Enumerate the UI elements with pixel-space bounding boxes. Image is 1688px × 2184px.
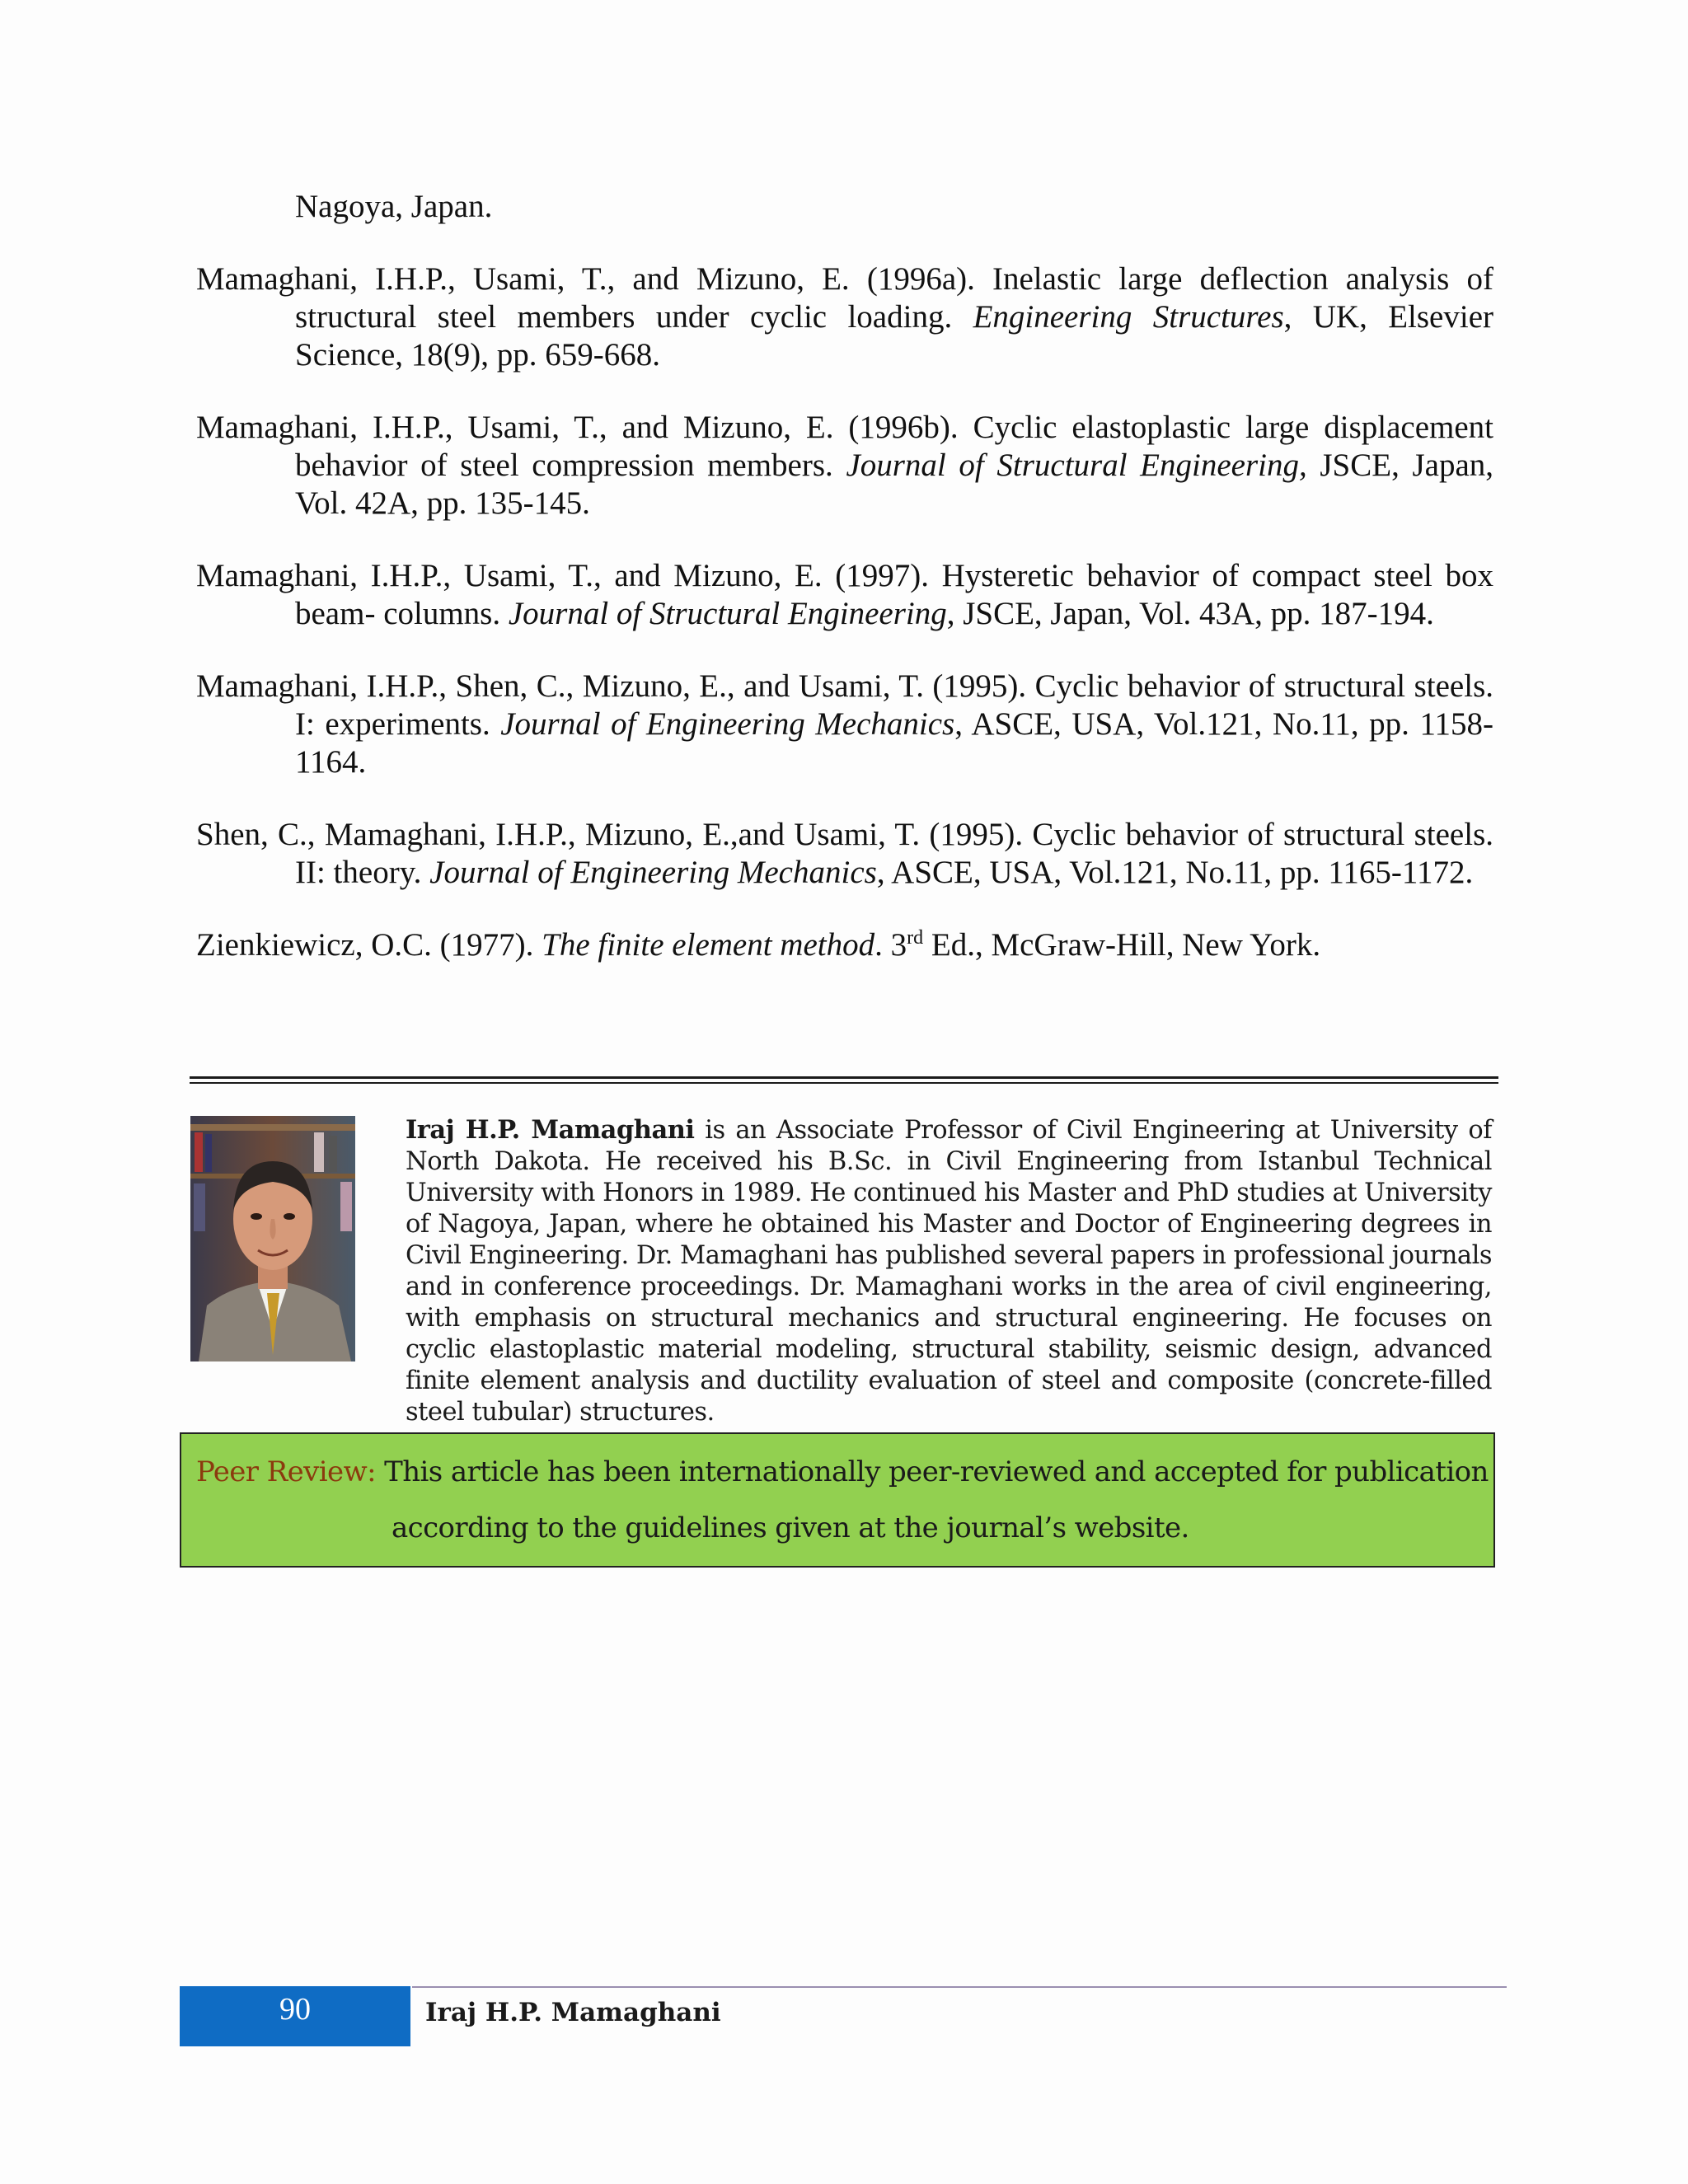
reference-item xyxy=(196,409,1493,523)
reference-item xyxy=(196,557,1493,633)
reference-authors-title: Mamaghani, I.H.P., Usami, T., and Mizuno, E. (1996b). Cyclic elastoplastic large displacement behavior of steel compression members. xyxy=(196,410,1493,483)
reference-journal: Journal of Engineering Mechanics xyxy=(429,855,877,890)
reference-continuation xyxy=(196,188,1493,226)
reference-item xyxy=(196,668,1493,781)
peer-review-text: This article has been internationally peer-reviewed and accepted for publication xyxy=(375,1455,1489,1488)
reference-details: , ASCE, USA, Vol.121, No.11, pp. 1158-1164. xyxy=(295,706,1493,780)
reference-item xyxy=(196,260,1493,374)
reference-journal: Journal of Structural Engineering, xyxy=(846,448,1307,483)
reference-authors-title: Mamaghani, I.H.P., Usami, T., and Mizuno, E. (1997). Hysteretic behavior of compact steel box beam- columns. xyxy=(196,558,1493,631)
reference-authors-title: Mamaghani, I.H.P., Usami, T., and Mizuno, E. (1996a). Inelastic large deflection analysis of structural steel members under cyclic loading. xyxy=(196,261,1493,335)
page-number: 90 xyxy=(180,1986,410,2046)
reference-book-title: The finite element method xyxy=(542,927,875,963)
reference-details: , JSCE, Japan, Vol. 43A, pp. 187-194. xyxy=(946,596,1434,631)
reference-authors-title: Shen, C., Mamaghani, I.H.P., Mizuno, E.,and Usami, T. (1995). Cyclic behavior of structural steels. II: theory. xyxy=(196,817,1493,890)
author-bio-text: is an Associate Professor of Civil Engineering at University of North Dakota. He received his B.Sc. in Civil Engineering from Istanbul Technical University with Honors in 1989. He continued his Master and PhD studies at University of Nagoya, Japan, where he obtained his Master and Doctor of Engineering degrees in Civil Engineering. Dr. Mamaghani has published several papers in professional journals and in conference proceedings. Dr. Mamaghani works in the area of civil engineering, with emphasis on structural mechanics and structural engineering. He focuses on cyclic elastoplastic material modeling, structural stability, seismic design, advanced finite element analysis and ductility evaluation of steel and composite (concrete-filled steel tubular) structures. xyxy=(406,1116,1492,1427)
reference-journal: Journal of Engineering Mechanics xyxy=(500,706,955,742)
footer-author: Iraj H.P. Mamaghani xyxy=(425,1998,721,2027)
reference-edition: . 3 xyxy=(874,927,907,963)
reference-authors-title: Zienkiewicz, O.C. (1977). xyxy=(196,927,542,963)
reference-journal: Engineering Structures xyxy=(973,299,1284,335)
reference-item xyxy=(196,926,1493,964)
author-bio xyxy=(406,1114,1492,1428)
reference-details: , UK, Elsevier Science, 18(9), pp. 659-668. xyxy=(295,299,1493,373)
peer-review-label: Peer Review: xyxy=(196,1455,376,1488)
reference-text: Nagoya, Japan. xyxy=(295,189,493,224)
divider-top xyxy=(190,1076,1498,1079)
footer-rule xyxy=(412,1986,1507,1988)
reference-superscript: rd xyxy=(907,927,924,949)
reference-journal: Journal of Structural Engineering xyxy=(508,596,947,631)
peer-review-line1 xyxy=(196,1444,1490,1500)
author-portrait-image xyxy=(190,1116,355,1361)
reference-details: , ASCE, USA, Vol.121, No.11, pp. 1165-1172. xyxy=(876,855,1474,890)
peer-review-line2: according to the guidelines given at the journal’s website. xyxy=(392,1511,1189,1544)
divider-bottom xyxy=(190,1082,1498,1084)
author-name: Iraj H.P. Mamaghani xyxy=(406,1115,695,1145)
reference-authors-title: Mamaghani, I.H.P., Shen, C., Mizuno, E., and Usami, T. (1995). Cyclic behavior of structural steels. I: experiments. xyxy=(196,668,1493,742)
reference-details: Ed., McGraw-Hill, New York. xyxy=(923,927,1321,963)
author-photo xyxy=(190,1116,355,1361)
peer-review-box xyxy=(180,1432,1495,1568)
reference-list xyxy=(196,188,1493,964)
reference-item xyxy=(196,816,1493,892)
reference-details: JSCE, Japan, Vol. 42A, pp. 135-145. xyxy=(295,448,1494,521)
